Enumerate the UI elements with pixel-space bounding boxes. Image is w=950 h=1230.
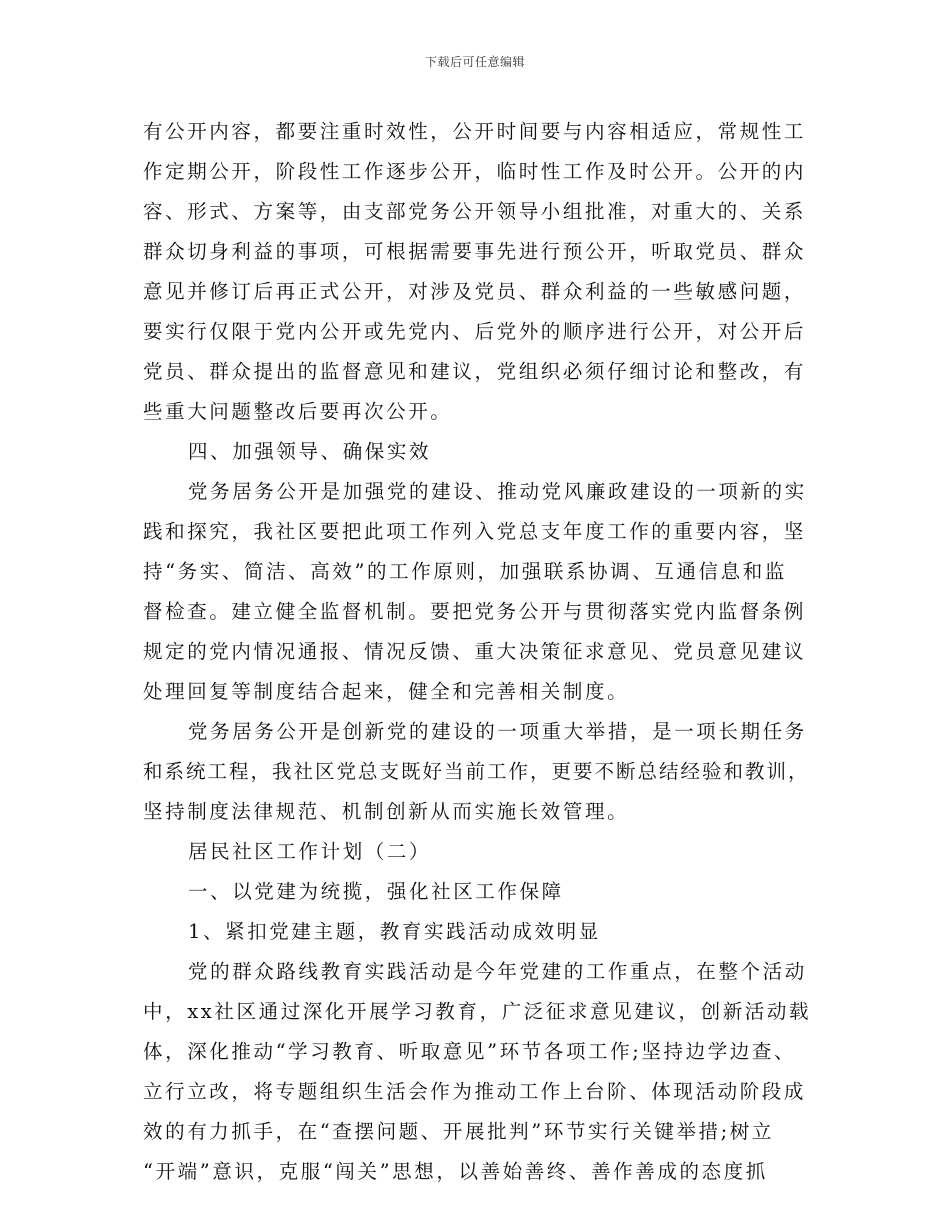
document-body	[143, 112, 811, 1192]
text-line: 居民社区工作计划（二）	[188, 840, 432, 863]
text-line: 一、以党建为统揽，强化社区工作保障	[188, 880, 564, 903]
text-line: 四、加强领导、确保实效	[188, 440, 432, 463]
text-line: 有公开内容，都要注重时效性，公开时间要与内容相适应，常规性工	[143, 120, 807, 143]
text-line: 和系统工程，我社区党总支既好当前工作，更要不断总结经验和教训，	[143, 760, 810, 783]
text-line: 容、形式、方案等，由支部党务公开领导小组批准，对重大的、关系	[143, 200, 807, 223]
text-line: 要实行仅限于党内公开或先党内、后党外的顺序进行公开，对公开后	[143, 320, 807, 343]
text-line: 党务居务公开是创新党的建设的一项重大举措，是一项长期任务	[188, 720, 807, 743]
text-line: 践和探究，我社区要把此项工作列入党总支年度工作的重要内容，坚	[143, 520, 807, 543]
text-line: 体，深化推动“学习教育、听取意见”环节各项工作;坚持边学边查、	[143, 1040, 797, 1063]
text-line: 作定期公开，阶段性工作逐步公开，临时性工作及时公开。公开的内	[143, 160, 807, 183]
text-line: 党务居务公开是加强党的建设、推动党风廉政建设的一项新的实	[188, 480, 807, 503]
text-line: 党员、群众提出的监督意见和建议，党组织必须仔细讨论和整改，有	[143, 360, 807, 383]
text-line: 立行立改，将专题组织生活会作为推动工作上台阶、体现活动阶段成	[143, 1080, 807, 1103]
text-line: 中，xx社区通过深化开展学习教育，广泛征求意见建议，创新活动载	[143, 1000, 812, 1023]
text-line: 坚持制度法律规范、机制创新从而实施长效管理。	[143, 800, 630, 823]
text-line: 群众切身利益的事项，可根据需要事先进行预公开，听取党员、群众	[143, 240, 807, 263]
text-line: 持“务实、简洁、高效”的工作原则，加强联系协调、互通信息和监	[143, 560, 787, 583]
text-line: “开端”意识，克服“闯关”思想，以善始善终、善作善成的态度抓	[143, 1160, 768, 1183]
text-line: 规定的党内情况通报、情况反馈、重大决策征求意见、党员意见建议	[143, 640, 807, 663]
text-line: 意见并修订后再正式公开，对涉及党员、群众利益的一些敏感问题，	[143, 280, 807, 303]
page-header: 下载后可任意编辑	[424, 55, 525, 69]
text-line: 1、紧扣党建主题，教育实践活动成效明显	[188, 920, 601, 943]
text-line: 效的有力抓手，在“查摆问题、开展批判”环节实行关键举措;树立	[143, 1120, 775, 1143]
text-line: 处理回复等制度结合起来，健全和完善相关制度。	[143, 680, 630, 703]
text-line: 督检查。建立健全监督机制。要把党务公开与贯彻落实党内监督条例	[143, 600, 807, 623]
text-line: 党的群众路线教育实践活动是今年党建的工作重点，在整个活动	[188, 960, 807, 983]
text-line: 些重大问题整改后要再次公开。	[143, 400, 453, 423]
